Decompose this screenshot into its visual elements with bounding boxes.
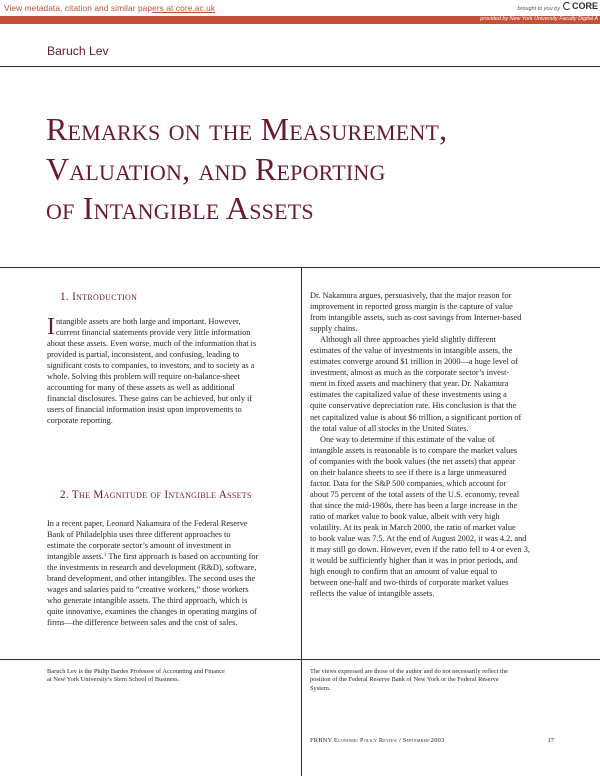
text-line: whole. Solving this problem will require on-balance-sheet xyxy=(47,372,240,382)
title-line: Remarks on the Measurement, xyxy=(46,111,448,147)
text-line: from intangible assets, such as cost savings from Internet-based xyxy=(310,313,522,323)
page-number: 17 xyxy=(547,737,554,744)
text-line: estimates of the value of investments in intangible assets, the xyxy=(310,346,513,356)
text-line: factor. Data for the S&P 500 companies, which account for xyxy=(310,478,507,488)
text-line: supply chains. xyxy=(310,324,358,334)
text-line: estimates the capitalized value of these investments using a xyxy=(310,390,507,400)
intro-paragraph xyxy=(47,316,293,426)
core-brought-by-text: brought to you by xyxy=(517,6,560,12)
text-line: high enough to confirm that an amount of value equal to xyxy=(310,567,498,577)
text-line: it would be sufficiently higher than it was in prior periods, and xyxy=(310,556,518,566)
text-line: users of financial information insist upon improvements to xyxy=(47,405,242,415)
text-line: the total value of all stocks in the United States. xyxy=(310,423,469,433)
text-line: it may still go down. However, even if the ratio fell to 4 or even 3, xyxy=(310,545,530,555)
text-line: Dr. Nakamura argues, persuasively, that the major reason for xyxy=(310,291,512,300)
magnitude-paragraph xyxy=(47,518,293,628)
text-line: ment in fixed assets and machinery that year. Dr. Nakamura xyxy=(310,379,509,389)
title-line: Valuation, and Reporting xyxy=(46,150,386,187)
text-line: about 75 percent of the total assets of the U.S. economy, reveal xyxy=(310,489,520,499)
text-line: estimates converge around $1 trillion in 2000—a huge level of xyxy=(310,357,518,367)
text-line: Bank of Philadelphia uses three different approaches to xyxy=(47,530,231,540)
section-heading-introduction: 1. Introduction xyxy=(60,291,138,303)
page-footer xyxy=(310,737,554,744)
text-line: corporate reporting. xyxy=(47,416,113,426)
text-line: that since the mid-1980s, there has been a large increase in the xyxy=(310,500,518,510)
core-provided-by-text: provided by New York University Faculty Digital A xyxy=(480,16,598,22)
article-title xyxy=(46,110,576,229)
text-line: quite innovative, examines the changes in operating margins of xyxy=(47,607,257,617)
core-metadata-link[interactable]: View metadata, citation and similar papers at core.ac.uk xyxy=(4,3,216,13)
text-line: wages and salaries paid to “creative workers,” those workers xyxy=(47,585,249,595)
right-column-text xyxy=(310,290,556,599)
text-line: ratio of market value to book value, albeit with very high xyxy=(310,511,500,521)
top-rule xyxy=(0,66,600,67)
title-rule xyxy=(0,267,600,268)
title-line: of Intangible Assets xyxy=(46,190,314,226)
core-logo-icon xyxy=(563,2,571,10)
text-line: investment, almost as much as the corporate sector’s invest- xyxy=(310,368,510,378)
disclaimer-footnote: The views expressed are those of the author and do not necessarily reflect the position of the Federal Reserve Bank of New York or the Federal Reserve System. xyxy=(310,668,508,692)
column-divider xyxy=(301,267,302,776)
author-bio-footnote: Baruch Lev is the Philip Bardes Professor of Accounting and Finance at New York University’s Stern School of Business. xyxy=(47,668,225,684)
core-logo[interactable]: CORE xyxy=(563,1,598,11)
text-line: on their balance sheets to see if there is a large unmeasured xyxy=(310,467,507,477)
text-line: net capitalized value is about $6 trillion, a significant portion of xyxy=(310,412,522,422)
text-line: the investments in research and development (R&D), software, xyxy=(47,563,257,573)
text-line: volatility. At its peak in March 2000, the ratio of market value xyxy=(310,522,516,532)
text-line: intangible assets.$^1$ The first approach is based on accounting for xyxy=(47,552,259,562)
text-line: intangible assets is reasonable is to compare the market values xyxy=(310,445,518,455)
text-line: financial disclosures. These gains can be achieved, but only if xyxy=(47,394,253,404)
text-line: Although all three approaches yield slightly different xyxy=(320,335,496,345)
footnote-ref[interactable]: 1 xyxy=(103,552,107,559)
text-line: significant costs to companies, to investors, and to society as a xyxy=(47,361,255,371)
text-line: of companies with the book values (the net assets) that appear xyxy=(310,456,516,466)
text-line: ntangible assets are both large and important. However, xyxy=(56,317,241,326)
text-line: about these assets. Even worse, much of the information that is xyxy=(47,339,257,349)
journal-citation: FRBNY Economic Policy Review / September 2003 xyxy=(310,737,445,744)
text-line: One way to determine if this estimate of the value of xyxy=(320,434,495,444)
text-line: accounting for many of these assets as well as additional xyxy=(47,383,235,393)
text-line: firms—the difference between sales and the cost of sales. xyxy=(47,618,238,628)
author-name: Baruch Lev xyxy=(47,44,109,58)
section-heading-magnitude: 2. The Magnitude of Intangible Assets xyxy=(60,489,252,501)
text-line: reflects the value of intangible assets. xyxy=(310,589,435,599)
text-line: to book value was 7.5. At the end of August 2002, it was 4.2, and xyxy=(310,534,527,544)
text-line: current financial statements provide very little information xyxy=(56,328,251,338)
text-line: estimate the corporate sector’s amount of investment in xyxy=(47,541,231,551)
text-line: improvement in reported gross margin is the capture of value xyxy=(310,302,513,312)
footnote-rule xyxy=(0,659,600,660)
core-provider-strip xyxy=(0,16,600,24)
drop-cap: I xyxy=(47,314,55,340)
text-line: provided is partial, inconsistent, and confusing, leading to xyxy=(47,350,240,360)
text-line: In a recent paper, Leonard Nakamura of the Federal Reserve xyxy=(47,519,248,528)
text-line: who generate intangible assets. The third approach, which is xyxy=(47,596,248,606)
text-line: between one-half and two-thirds of corporate market values xyxy=(310,578,509,588)
text-line: quite conservative depreciation rate. His conclusion is that the xyxy=(310,401,517,411)
text-line: brand development, and other intangibles. The second uses the xyxy=(47,574,256,584)
